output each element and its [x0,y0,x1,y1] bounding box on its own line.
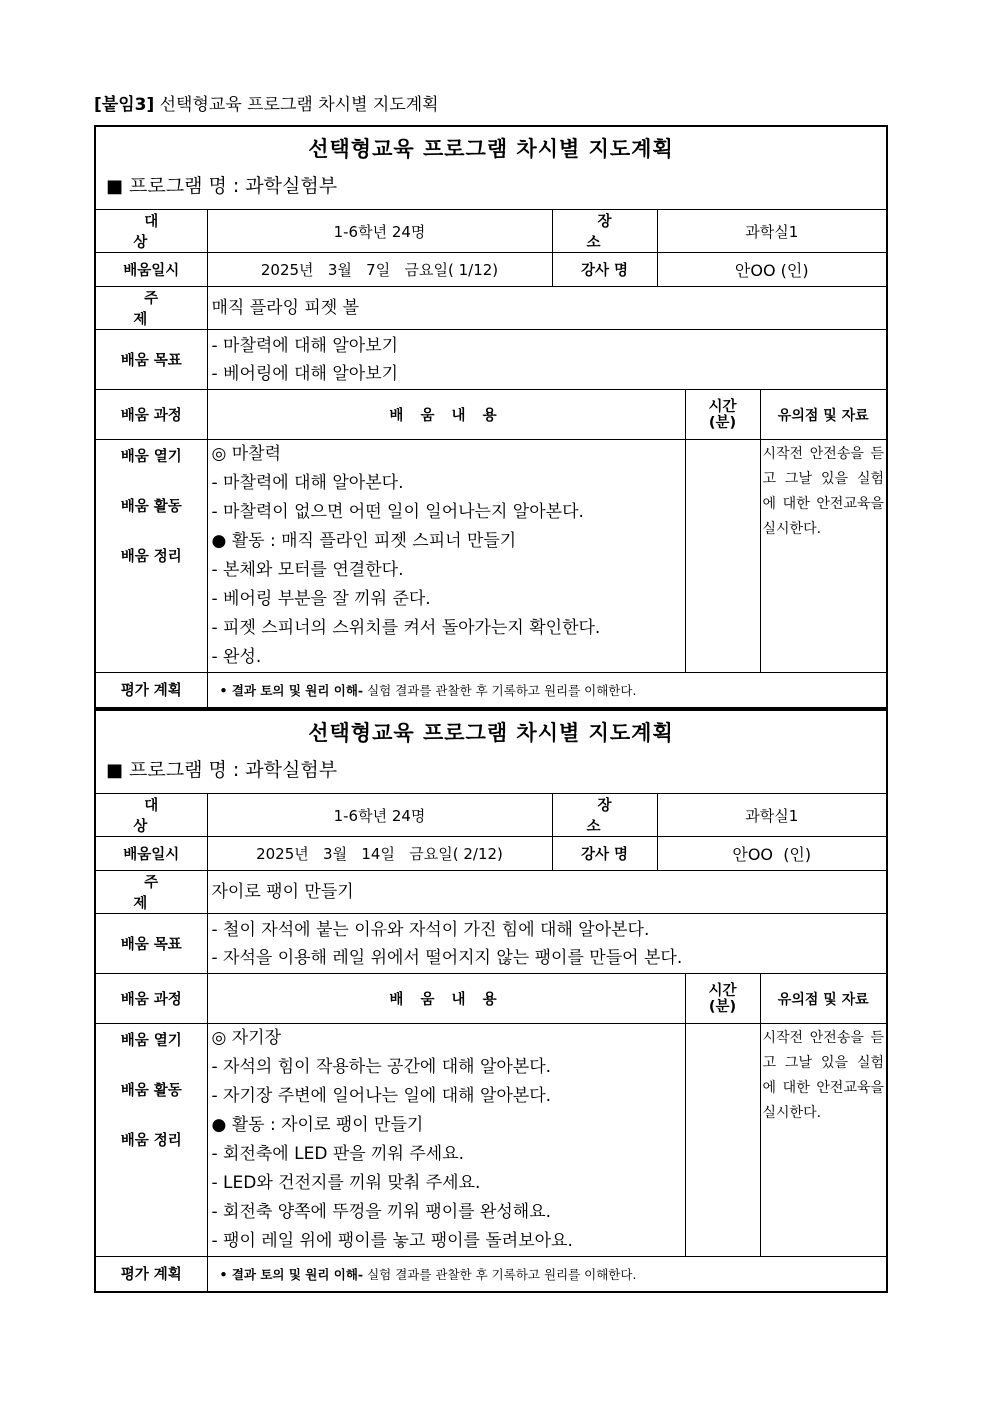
time-header: 시간 (분) [685,974,760,1024]
stage-item: 배움 활동 [120,1083,182,1099]
goal-label: 배움 목표 [96,330,207,390]
content-header: 배 움 내 용 [207,390,685,440]
attachment-label: [붙임3] [94,95,155,115]
date-value: 2025년 3월 7일 금요일( 1/12) [207,253,552,287]
content-line: - 베어링 부분을 잘 끼워 준다. [211,589,431,609]
program-name-line [96,171,886,209]
plan-table [96,209,886,707]
process-label: 배움 과정 [96,390,207,440]
eval-value: • 결과 토의 및 원리 이해- 실험 결과를 관찰한 후 기록하고 원리를 이해한다. [207,673,886,707]
stage-list [96,440,207,673]
date-label: 배움일시 [96,253,207,287]
place-label: 장 소 [552,210,657,253]
content-line: - 회전축 양쪽에 뚜껑을 끼워 팽이를 완성해요. [211,1202,552,1222]
date-value: 2025년 3월 14일 금요일( 2/12) [207,837,552,871]
content-line: - 본체와 모터를 연결한다. [211,560,404,580]
time-cell [685,1024,760,1257]
notes-cell: 시작전 안전송을 듣고 그날 있을 실험에 대한 안전교육을 실시한다. [760,1024,886,1257]
time-header: 시간 (분) [685,390,760,440]
content-line: ● 활동 : 매직 플라인 피젯 스피너 만들기 [211,531,517,551]
target-value: 1-6학년 24명 [207,794,552,837]
goal-list [207,914,886,974]
stage-item: 배움 열기 [120,1033,182,1049]
time-cell [685,440,760,673]
process-label: 배움 과정 [96,974,207,1024]
subject-value: 자이로 팽이 만들기 [207,871,886,914]
stage-list [96,1024,207,1257]
notes-header: 유의점 및 자료 [760,974,886,1024]
stage-item: 배움 정리 [120,549,182,565]
attachment-title: 선택형교육 프로그램 차시별 지도계획 [159,95,439,115]
plan-table [96,793,886,1291]
content-line: - 완성. [211,647,262,667]
place-label: 장 소 [552,794,657,837]
place-value: 과학실1 [657,794,886,837]
content-line: - 자기장 주변에 일어나는 일에 대해 알아본다. [211,1086,552,1106]
goal-item: - 철이 자석에 붙는 이유와 자석이 가진 힘에 대해 알아본다. [211,919,650,940]
goal-item: - 마찰력에 대해 알아보기 [211,335,399,356]
stage-item: 배움 정리 [120,1133,182,1149]
content-list [207,440,685,673]
program-name-line [96,755,886,793]
program-name: 프로그램 명 : 과학실험부 [129,175,338,197]
lesson-plan-1 [94,125,888,709]
content-line: - 자석의 힘이 작용하는 공간에 대해 알아본다. [211,1057,552,1077]
content-line: - 피젯 스피너의 스위치를 켜서 돌아가는지 확인한다. [211,618,601,638]
content-line: ● 활동 : 자이로 팽이 만들기 [211,1115,424,1135]
content-line: - LED와 건전지를 끼워 맞춰 주세요. [211,1173,481,1193]
content-line: - 팽이 레일 위에 팽이를 놓고 팽이를 돌려보아요. [211,1231,573,1251]
plan-title: 선택형교육 프로그램 차시별 지도계획 [308,721,674,745]
content-line: ◎ 마찰력 [211,444,282,464]
square-bullet-icon: ■ [106,760,124,781]
subject-value: 매직 플라잉 피젯 볼 [207,287,886,330]
program-name: 프로그램 명 : 과학실험부 [129,759,338,781]
notes-cell: 시작전 안전송을 듣고 그날 있을 실험에 대한 안전교육을 실시한다. [760,440,886,673]
target-label: 대 상 [96,794,207,837]
goal-label: 배움 목표 [96,914,207,974]
teacher-value: 안OO (인) [657,837,886,871]
content-line: - 회전축에 LED 판을 끼워 주세요. [211,1144,465,1164]
eval-label: 평가 계획 [96,673,207,707]
goal-list [207,330,886,390]
target-value: 1-6학년 24명 [207,210,552,253]
lesson-plan-2 [94,709,888,1293]
date-label: 배움일시 [96,837,207,871]
content-line: - 마찰력에 대해 알아본다. [211,473,404,493]
place-value: 과학실1 [657,210,886,253]
teacher-label: 강사 명 [552,253,657,287]
eval-label: 평가 계획 [96,1257,207,1291]
stage-item: 배움 열기 [120,449,182,465]
attachment-header [94,90,439,115]
content-line: - 마찰력이 없으면 어떤 일이 일어나는지 알아본다. [211,502,584,522]
content-header: 배 움 내 용 [207,974,685,1024]
square-bullet-icon: ■ [106,176,124,197]
eval-value: • 결과 토의 및 원리 이해- 실험 결과를 관찰한 후 기록하고 원리를 이해한다. [207,1257,886,1291]
teacher-label: 강사 명 [552,837,657,871]
target-label: 대 상 [96,210,207,253]
goal-item: - 자석을 이용해 레일 위에서 떨어지지 않는 팽이를 만들어 본다. [211,947,683,968]
content-list [207,1024,685,1257]
content-line: ◎ 자기장 [211,1028,282,1048]
teacher-value: 안OO (인) [657,253,886,287]
subject-label: 주 제 [96,287,207,330]
subject-label: 주 제 [96,871,207,914]
notes-header: 유의점 및 자료 [760,390,886,440]
stage-item: 배움 활동 [120,499,182,515]
plan-title: 선택형교육 프로그램 차시별 지도계획 [308,137,674,161]
goal-item: - 베어링에 대해 알아보기 [211,363,399,384]
